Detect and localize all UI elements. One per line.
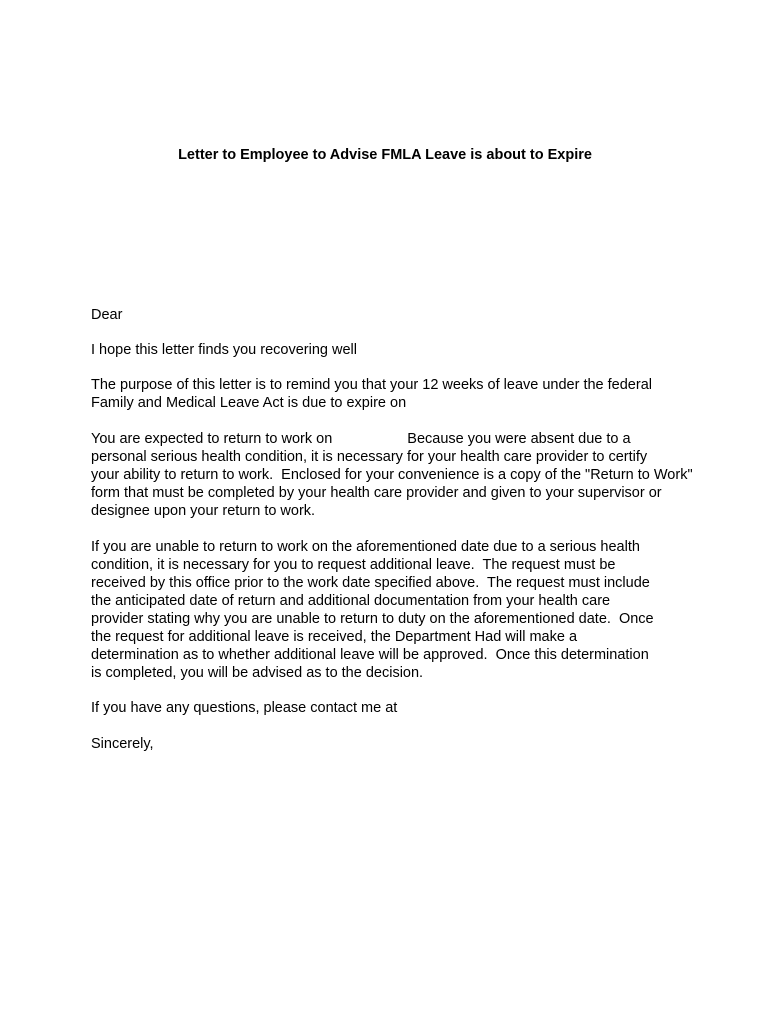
paragraph-2-line: form that must be completed by your health care provider and given to your supervisor or <box>91 485 662 501</box>
paragraph-2-line <box>91 430 631 448</box>
paragraph-3-line: If you are unable to return to work on the aforementioned date due to a serious health <box>91 539 640 555</box>
paragraph-3-line: the request for additional leave is received, the Department Had will make a <box>91 629 578 645</box>
paragraph-2-line: designee upon your return to work. <box>91 503 316 519</box>
absence-reason-text: Because you were absent due to a <box>407 431 631 447</box>
paragraph-3-line: is completed, you will be advised as to the decision. <box>91 665 424 681</box>
paragraph-3-line: provider stating why you are unable to return to duty on the aforementioned date. Once <box>91 611 654 627</box>
paragraph-3-line: the anticipated date of return and additional documentation from your health care <box>91 593 611 609</box>
paragraph-2-line: personal serious health condition, it is necessary for your health care provider to certify <box>91 449 648 465</box>
paragraph-3-line: received by this office prior to the work date specified above. The request must include <box>91 575 650 591</box>
salutation: Dear <box>91 307 123 323</box>
greeting-line: I hope this letter finds you recovering well <box>91 342 357 358</box>
return-date-text: You are expected to return to work on <box>91 431 333 447</box>
paragraph-2-line: your ability to return to work. Enclosed for your convenience is a copy of the "Return to Work" <box>91 467 693 483</box>
paragraph-1-line: The purpose of this letter is to remind you that your 12 weeks of leave under the federal <box>91 377 652 393</box>
paragraph-1-line: Family and Medical Leave Act is due to expire on <box>91 395 407 411</box>
closing: Sincerely, <box>91 736 154 752</box>
paragraph-3-line: condition, it is necessary for you to request additional leave. The request must be <box>91 557 616 573</box>
contact-line: If you have any questions, please contact me at <box>91 700 398 716</box>
paragraph-3-line: determination as to whether additional leave will be approved. Once this determination <box>91 647 649 663</box>
letter-title: Letter to Employee to Advise FMLA Leave is about to Expire <box>178 147 592 163</box>
